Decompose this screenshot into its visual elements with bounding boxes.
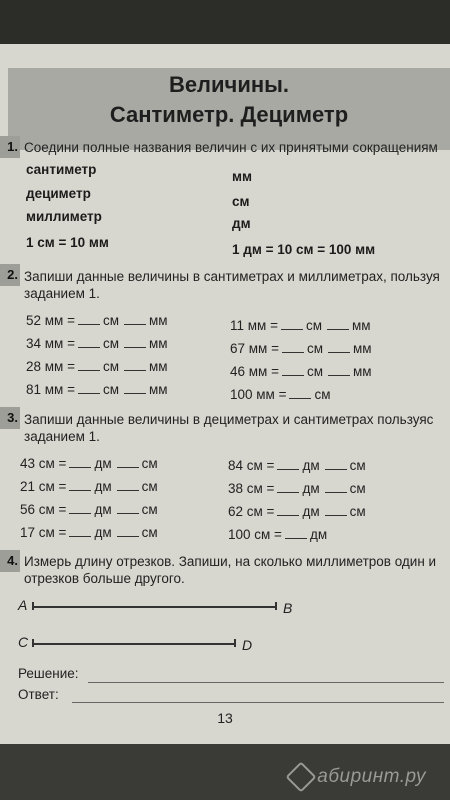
solution-line[interactable] [88, 682, 444, 683]
segment-tick [32, 602, 34, 610]
row-unit: дм [302, 458, 320, 473]
row-value: 52 мм = [26, 313, 75, 328]
row-unit: дм [94, 479, 112, 494]
row-unit: мм [149, 382, 168, 397]
task-2-row [26, 358, 170, 374]
answer-blank[interactable] [78, 381, 100, 394]
row-value: 100 мм = [230, 387, 287, 402]
task-1-text: Соедини полные названия величин с их принятыми сокращениям [24, 140, 438, 155]
task-3-row [228, 526, 329, 542]
segment-tick [234, 639, 236, 647]
row-value: 46 мм = [230, 364, 279, 379]
segment-tick [32, 639, 34, 647]
row-value: 84 см = [228, 458, 275, 473]
row-unit: дм [302, 504, 320, 519]
answer-blank[interactable] [325, 480, 347, 493]
answer-blank[interactable] [117, 478, 139, 491]
row-unit: см [141, 456, 158, 471]
answer-blank[interactable] [285, 526, 307, 539]
row-unit: мм [353, 341, 372, 356]
answer-label: Ответ: [18, 687, 59, 702]
task-2-row [230, 386, 333, 402]
fact-dm-cm-mm: 1 дм = 10 см = 100 мм [232, 242, 376, 257]
row-unit: мм [149, 313, 168, 328]
row-unit: дм [94, 456, 112, 471]
abbr-dm: дм [232, 216, 251, 231]
row-unit: см [349, 458, 366, 473]
answer-blank[interactable] [282, 363, 304, 376]
task-number-2: 2. [0, 264, 20, 286]
row-value: 62 см = [228, 504, 275, 519]
row-unit: см [306, 364, 323, 379]
abbr-mm: мм [232, 169, 252, 184]
answer-blank[interactable] [277, 457, 299, 470]
abbr-cm: см [232, 194, 250, 209]
row-unit: см [306, 341, 323, 356]
segment-cd [32, 643, 235, 645]
row-unit: см [141, 479, 158, 494]
task-2-row [230, 317, 373, 333]
task-3-row [228, 503, 368, 519]
row-value: 100 см = [228, 527, 282, 542]
row-value: 43 см = [20, 456, 67, 471]
answer-blank[interactable] [78, 358, 100, 371]
row-value: 17 см = [20, 525, 67, 540]
page-title-line1: Величины. [168, 72, 290, 97]
task-3-row [20, 455, 160, 471]
row-value: 21 см = [20, 479, 67, 494]
answer-blank[interactable] [281, 317, 303, 330]
answer-blank[interactable] [78, 335, 100, 348]
task-2-row [230, 340, 374, 356]
row-unit: см [314, 387, 331, 402]
point-a-label: A [18, 597, 28, 613]
task-number-3: 3. [0, 407, 20, 429]
answer-blank[interactable] [124, 381, 146, 394]
page-number: 13 [217, 710, 233, 726]
task-4-text-line2: отрезков больше другого. [24, 571, 185, 586]
task-3-row [20, 524, 160, 540]
row-value: 81 мм = [26, 382, 75, 397]
row-unit: см [102, 359, 119, 374]
task-2-text-line1: Запиши данные величины в сантиметрах и миллиметрах, пользуя [24, 269, 440, 284]
row-unit: мм [352, 318, 371, 333]
full-name-centimeter: сантиметр [26, 162, 97, 177]
segment-ab [32, 606, 276, 608]
full-name-millimeter: миллиметр [26, 209, 102, 224]
fact-cm-mm: 1 см = 10 мм [26, 235, 109, 250]
task-4-text-line1: Измерь длину отрезков. Запиши, на сколько миллиметров один и [24, 554, 437, 569]
row-unit: дм [309, 527, 328, 542]
task-number-4: 4. [0, 550, 20, 572]
row-unit: мм [353, 364, 372, 379]
answer-blank[interactable] [124, 312, 146, 325]
task-3-row [228, 480, 368, 496]
answer-blank[interactable] [117, 455, 139, 468]
row-value: 38 см = [228, 481, 275, 496]
answer-blank[interactable] [117, 524, 139, 537]
row-unit: см [305, 318, 322, 333]
row-unit: см [349, 481, 366, 496]
answer-blank[interactable] [277, 480, 299, 493]
task-2-row [230, 363, 374, 379]
task-3-row [20, 478, 160, 494]
row-value: 28 мм = [26, 359, 75, 374]
row-unit: см [102, 336, 119, 351]
answer-blank[interactable] [327, 317, 349, 330]
answer-blank[interactable] [325, 503, 347, 516]
row-unit: см [102, 313, 119, 328]
row-unit: см [102, 382, 119, 397]
task-2-row [26, 335, 170, 351]
watermark [290, 766, 426, 788]
task-3-row [20, 501, 160, 517]
task-number-1: 1. [0, 136, 20, 158]
point-d-label: D [242, 637, 253, 653]
answer-blank[interactable] [69, 455, 91, 468]
title-bar [8, 68, 450, 150]
full-name-decimeter: дециметр [26, 186, 91, 201]
answer-blank[interactable] [277, 503, 299, 516]
row-unit: дм [94, 525, 112, 540]
answer-blank[interactable] [124, 358, 146, 371]
answer-blank[interactable] [78, 312, 100, 325]
answer-blank[interactable] [328, 340, 350, 353]
watermark-text: абиринт.ру [317, 766, 426, 787]
row-unit: мм [149, 359, 168, 374]
task-2-text-line2: заданием 1. [24, 286, 100, 301]
answer-blank[interactable] [282, 340, 304, 353]
answer-blank[interactable] [325, 457, 347, 470]
workbook-page [0, 44, 450, 744]
row-unit: дм [94, 502, 112, 517]
task-3-text-line1: Запиши данные величины в дециметрах и сантиметрах пользуяс [24, 412, 434, 427]
task-2-row [26, 312, 170, 328]
answer-blank[interactable] [328, 363, 350, 376]
row-unit: см [141, 502, 158, 517]
point-c-label: C [18, 634, 29, 650]
row-value: 34 мм = [26, 336, 75, 351]
answer-blank[interactable] [69, 524, 91, 537]
task-2-row [26, 381, 170, 397]
answer-blank[interactable] [69, 478, 91, 491]
answer-blank[interactable] [69, 501, 91, 514]
task-3-text-line2: заданием 1. [24, 429, 100, 444]
photo-background-top [0, 0, 450, 44]
segment-tick [275, 602, 277, 610]
row-unit: мм [149, 336, 168, 351]
labirint-logo-icon [286, 761, 317, 792]
row-value: 67 мм = [230, 341, 279, 356]
task-3-row [228, 457, 368, 473]
page-title-line2: Сантиметр. Дециметр [109, 102, 349, 127]
answer-line[interactable] [72, 702, 444, 703]
answer-blank[interactable] [117, 501, 139, 514]
row-unit: см [141, 525, 158, 540]
answer-blank[interactable] [289, 386, 311, 399]
point-b-label: B [283, 600, 293, 616]
row-unit: см [349, 504, 366, 519]
solution-label: Решение: [18, 666, 79, 681]
row-value: 11 мм = [230, 318, 278, 333]
answer-blank[interactable] [124, 335, 146, 348]
row-value: 56 см = [20, 502, 67, 517]
row-unit: дм [302, 481, 320, 496]
